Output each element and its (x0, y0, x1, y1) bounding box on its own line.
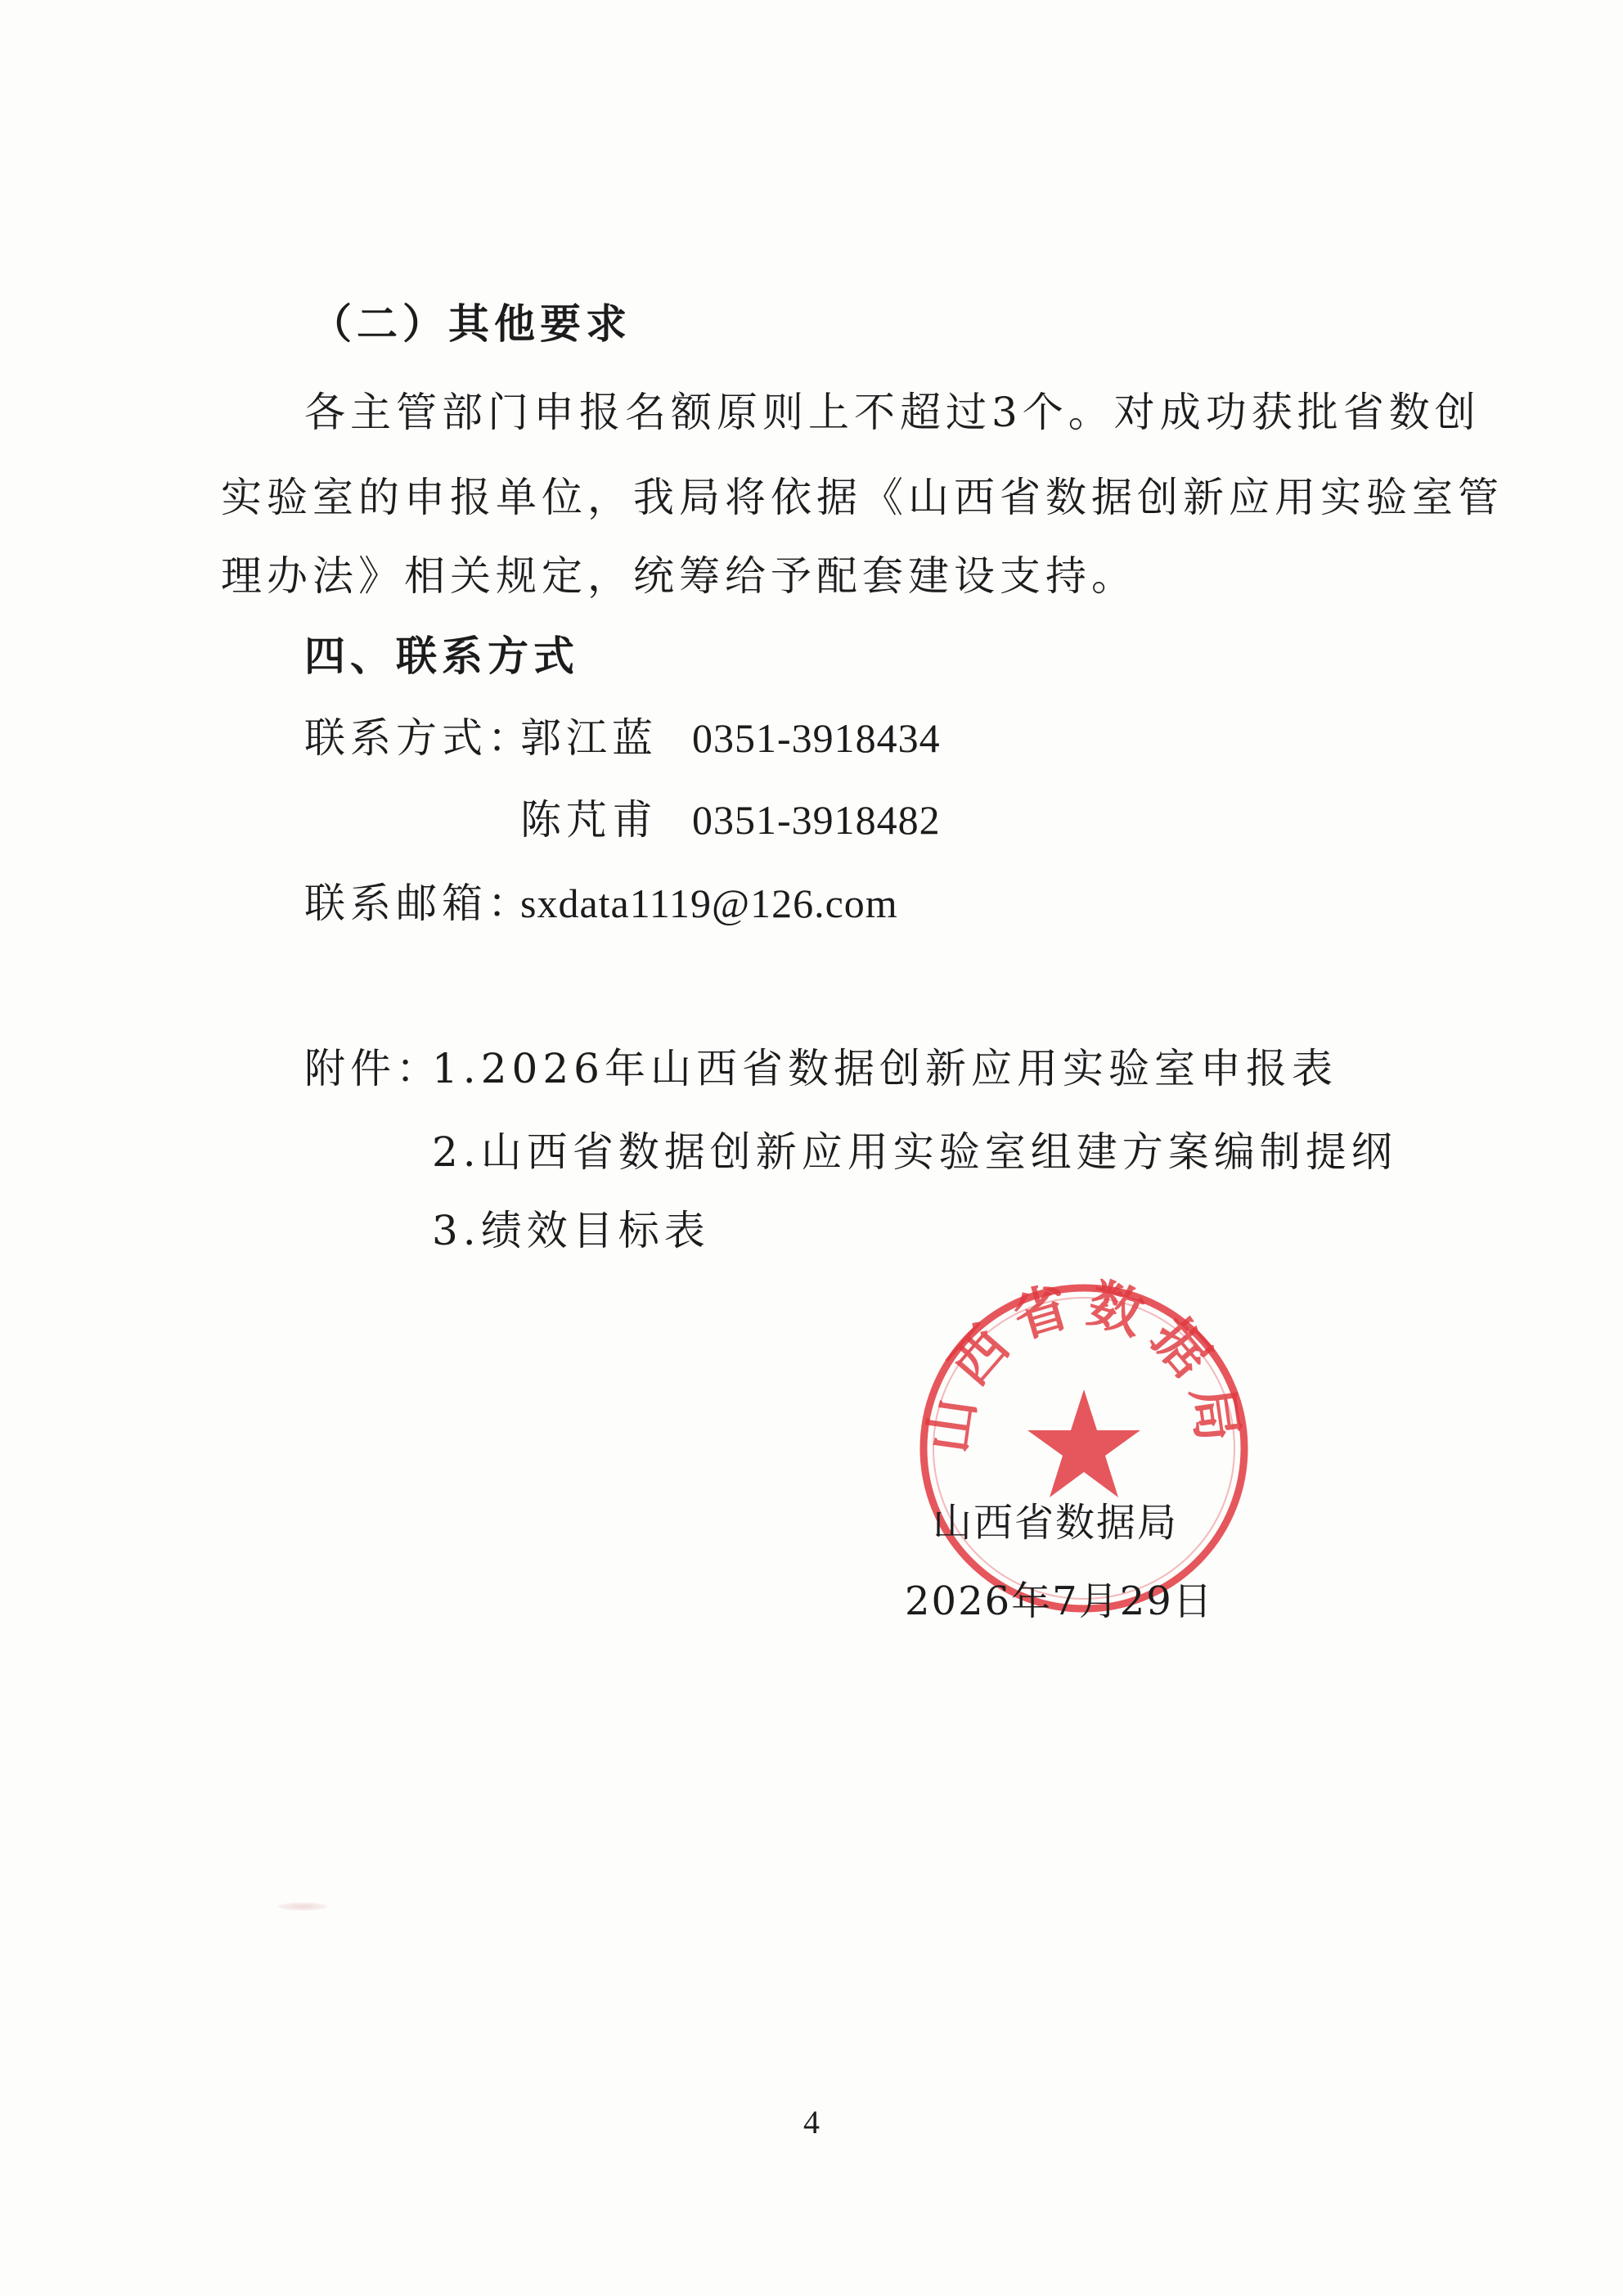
paragraph-line-2: 实验室的申报单位，我局将依据《山西省数据创新应用实验室管 (221, 474, 1504, 521)
section-heading-contact: 四、联系方式 (304, 632, 579, 680)
page-number: 4 (803, 2104, 820, 2141)
official-seal (912, 1276, 1256, 1620)
attachment-item-1: 1.2026年山西省数据创新应用实验室申报表 (432, 1045, 1338, 1092)
contact-phone-1: 0351-3918434 (692, 715, 941, 761)
scan-artifact (278, 1902, 327, 1911)
signature-org: 山西省数据局 (933, 1500, 1179, 1546)
contact-phone-2: 0351-3918482 (692, 797, 941, 843)
contact-label: 联系方式： (304, 714, 533, 762)
paragraph-line-3: 理办法》相关规定，统筹给予配套建设支持。 (221, 552, 1137, 600)
signature-date: 2026年7月29日 (905, 1578, 1214, 1624)
attachment-item-3: 3.绩效目标表 (432, 1207, 710, 1254)
section-heading-other-requirements: （二）其他要求 (311, 299, 632, 348)
seal-text: 山西省数据局 (915, 1276, 1252, 1457)
email-label: 联系邮箱： (304, 880, 533, 927)
paragraph-line-1: 各主管部门申报名额原则上不超过3个。对成功获批省数创 (304, 389, 1481, 436)
email-address[interactable]: sxdata1119@126.com (520, 880, 898, 926)
seal-star-icon (1027, 1389, 1140, 1497)
attachment-item-2: 2.山西省数据创新应用实验室组建方案编制提纲 (432, 1128, 1397, 1176)
contact-name-2: 陈芃甫 (520, 796, 658, 844)
attachments-label: 附件： (304, 1045, 442, 1092)
contact-name-1: 郭江蓝 (520, 714, 658, 762)
